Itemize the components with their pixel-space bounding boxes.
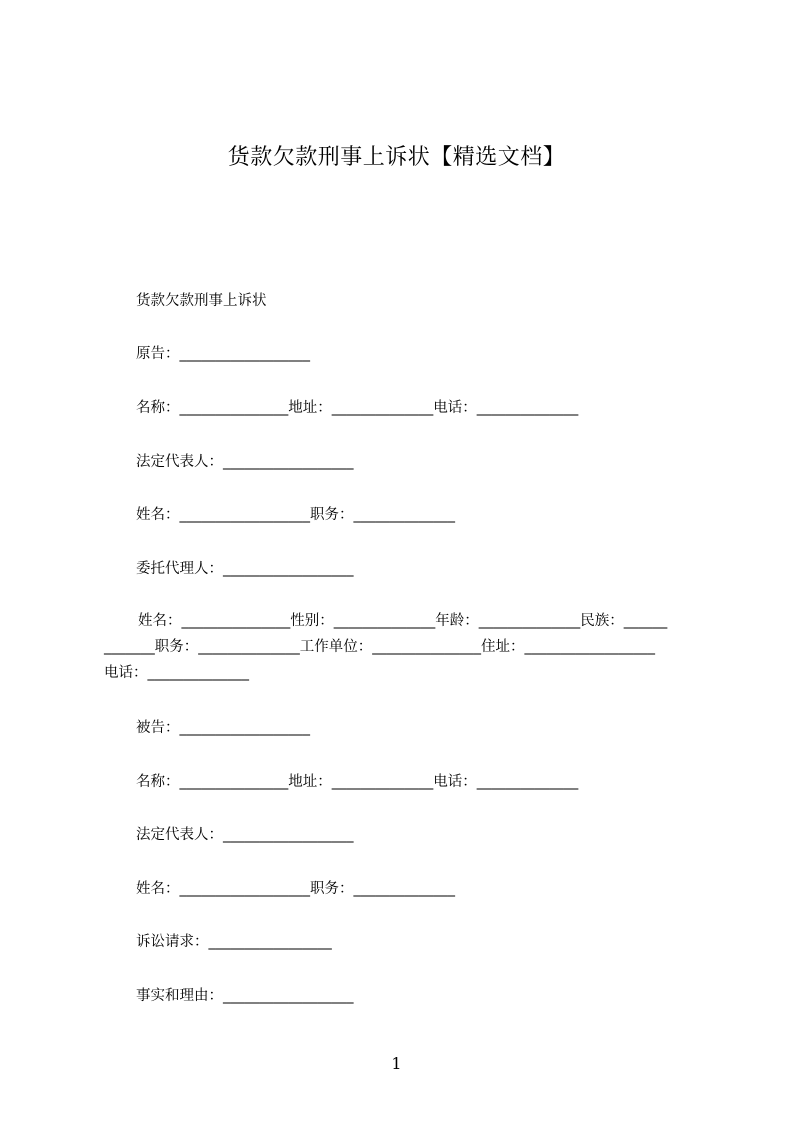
claims-line: 诉讼请求：_________________ <box>136 934 332 950</box>
defendant-line: 被告：__________________ <box>136 720 310 736</box>
agent-details-line-3: 电话：______________ <box>104 665 249 681</box>
entrusted-agent-line: 委托代理人：__________________ <box>136 561 354 577</box>
defendant-name-address-phone: 名称：_______________地址：______________电话：______________ <box>136 774 579 790</box>
defendant-name-title: 姓名：__________________职务：______________ <box>136 881 455 897</box>
plaintiff-line: 原告：__________________ <box>136 346 310 362</box>
defendant-legal-rep: 法定代表人：__________________ <box>136 827 354 843</box>
page-number: 1 <box>391 1054 402 1073</box>
agent-details-line-1: 姓名：_______________性别：______________年龄：______________民族：______ <box>138 613 668 629</box>
agent-details-line-2: _______职务：______________工作单位：_______________住址：__________________ <box>104 639 655 655</box>
plaintiff-name-address-phone: 名称：_______________地址：______________电话：______________ <box>136 400 579 416</box>
agent-details-block <box>104 608 704 686</box>
facts-reasons-line: 事实和理由：__________________ <box>136 988 354 1004</box>
document-title: 货款欠款刑事上诉状【精选文档】 <box>227 145 566 170</box>
heading-paragraph: 货款欠款刑事上诉状 <box>136 293 267 309</box>
plaintiff-name-title: 姓名：__________________职务：______________ <box>136 507 455 523</box>
plaintiff-legal-rep: 法定代表人：__________________ <box>136 454 354 470</box>
